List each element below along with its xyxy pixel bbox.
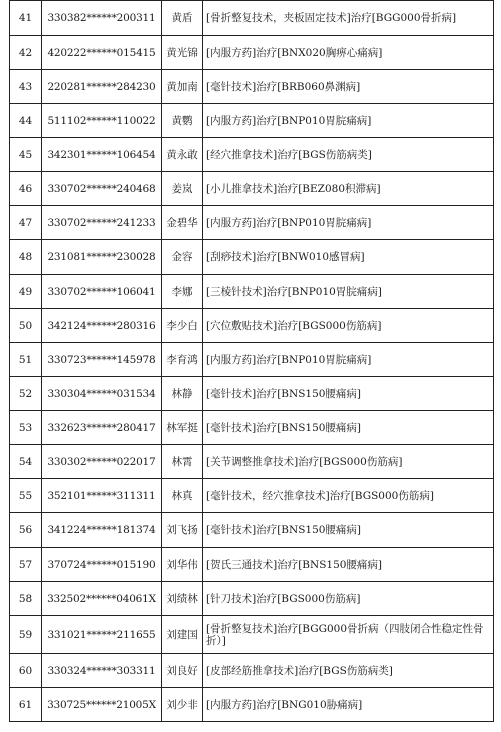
row-number: 41 [10,1,42,36]
row-number: 51 [10,343,42,377]
treatment-item: [皮部经筋推拿技术]治疗[BGS伤筋病类] [203,654,494,688]
table-row [10,172,494,206]
treatment-item: [内服方药]治疗[BNP010胃脘痛病] [203,104,494,138]
table-row [10,309,494,343]
row-number: 49 [10,275,42,309]
person-name: 金容 [162,240,203,275]
row-number: 45 [10,138,42,172]
treatment-item: [三棱针技术]治疗[BNP010胃脘痛病] [203,275,494,309]
table-row [10,616,494,654]
id-number: 220281******284230 [42,70,162,104]
table-row [10,377,494,411]
person-name: 林真 [162,479,203,513]
table-row [10,513,494,548]
person-name: 黄加南 [162,70,203,104]
treatment-item: [内服方药]治疗[BNP010胃脘痛病] [203,206,494,240]
treatment-item: [毫针技术]治疗[BRB060鼻渊病] [203,70,494,104]
id-number: 330702******240468 [42,172,162,206]
treatment-item: [毫针技术]治疗[BNS150腰痛病] [203,411,494,445]
row-number: 52 [10,377,42,411]
row-number: 59 [10,616,42,654]
person-name: 金碧华 [162,206,203,240]
treatment-item: [小儿推拿技术]治疗[BEZ080积滞病] [203,172,494,206]
id-number: 330723******145978 [42,343,162,377]
table-row [10,654,494,688]
table-row [10,688,494,722]
table-row [10,582,494,616]
treatment-item: [毫针技术]治疗[BNS150腰痛病] [203,377,494,411]
row-number: 43 [10,70,42,104]
id-number: 352101******311311 [42,479,162,513]
table-row [10,548,494,582]
row-number: 58 [10,582,42,616]
id-number: 420222******015415 [42,36,162,70]
person-name: 刘良好 [162,654,203,688]
id-number: 330304******031534 [42,377,162,411]
person-name: 黄永敢 [162,138,203,172]
table-row [10,343,494,377]
table-row [10,104,494,138]
row-number: 53 [10,411,42,445]
id-number: 511102******110022 [42,104,162,138]
treatment-item: [关节调整推拿技术]治疗[BGS000伤筋病] [203,445,494,479]
person-name: 刘建国 [162,616,203,654]
treatment-item: [内服方药]治疗[BNX020胸痹心痛病] [203,36,494,70]
row-number: 47 [10,206,42,240]
person-name: 刘飞扬 [162,513,203,548]
row-number: 50 [10,309,42,343]
person-name: 刘华伟 [162,548,203,582]
row-number: 55 [10,479,42,513]
id-number: 330702******241233 [42,206,162,240]
person-name: 林霄 [162,445,203,479]
treatment-item: [经穴推拿技术]治疗[BGS伤筋病类] [203,138,494,172]
treatment-item: [骨折整复技术，夹板固定技术]治疗[BGG000骨折病] [203,1,494,36]
treatment-item: [内服方药]治疗[BNP010胃脘痛病] [203,343,494,377]
row-number: 54 [10,445,42,479]
treatment-item: [穴位敷贴技术]治疗[BGS000伤筋病] [203,309,494,343]
id-number: 331021******211655 [42,616,162,654]
treatment-item: [毫针技术，经穴推拿技术]治疗[BGS000伤筋病] [203,479,494,513]
person-name: 刘绩林 [162,582,203,616]
id-number: 370724******015190 [42,548,162,582]
records-table [9,0,494,722]
table-row [10,1,494,36]
treatment-item: [针刀技术]治疗[BGS000伤筋病] [203,582,494,616]
person-name: 李少白 [162,309,203,343]
id-number: 342124******280316 [42,309,162,343]
row-number: 44 [10,104,42,138]
person-name: 林静 [162,377,203,411]
person-name: 黄光锦 [162,36,203,70]
person-name: 林军挺 [162,411,203,445]
row-number: 42 [10,36,42,70]
treatment-item: [贺氏三通技术]治疗[BNS150腰痛病] [203,548,494,582]
treatment-item: [骨折整复技术]治疗[BGG000骨折病（四肢闭合性稳定性骨折）] [203,616,494,654]
row-number: 57 [10,548,42,582]
id-number: 330324******303311 [42,654,162,688]
treatment-item: [内服方药]治疗[BNG010胁痛病] [203,688,494,722]
table-row [10,206,494,240]
id-number: 231081******230028 [42,240,162,275]
table-row [10,411,494,445]
id-number: 330382******200311 [42,1,162,36]
table-row [10,36,494,70]
table-row [10,70,494,104]
treatment-item: [毫针技术]治疗[BNS150腰痛病] [203,513,494,548]
row-number: 48 [10,240,42,275]
id-number: 342301******106454 [42,138,162,172]
table-row [10,479,494,513]
id-number: 341224******181374 [42,513,162,548]
id-number: 330725******21005X [42,688,162,722]
person-name: 姜岚 [162,172,203,206]
id-number: 330702******106041 [42,275,162,309]
id-number: 332623******280417 [42,411,162,445]
table-row [10,138,494,172]
id-number: 332502******04061X [42,582,162,616]
table-row [10,275,494,309]
treatment-item: [刮痧技术]治疗[BNW010感冒病] [203,240,494,275]
table-row [10,240,494,275]
person-name: 李娜 [162,275,203,309]
person-name: 黄盾 [162,1,203,36]
row-number: 56 [10,513,42,548]
row-number: 46 [10,172,42,206]
person-name: 李育鸿 [162,343,203,377]
person-name: 刘少非 [162,688,203,722]
row-number: 60 [10,654,42,688]
row-number: 61 [10,688,42,722]
table-row [10,445,494,479]
id-number: 330302******022017 [42,445,162,479]
records-table-body [10,1,494,722]
person-name: 黄鹦 [162,104,203,138]
